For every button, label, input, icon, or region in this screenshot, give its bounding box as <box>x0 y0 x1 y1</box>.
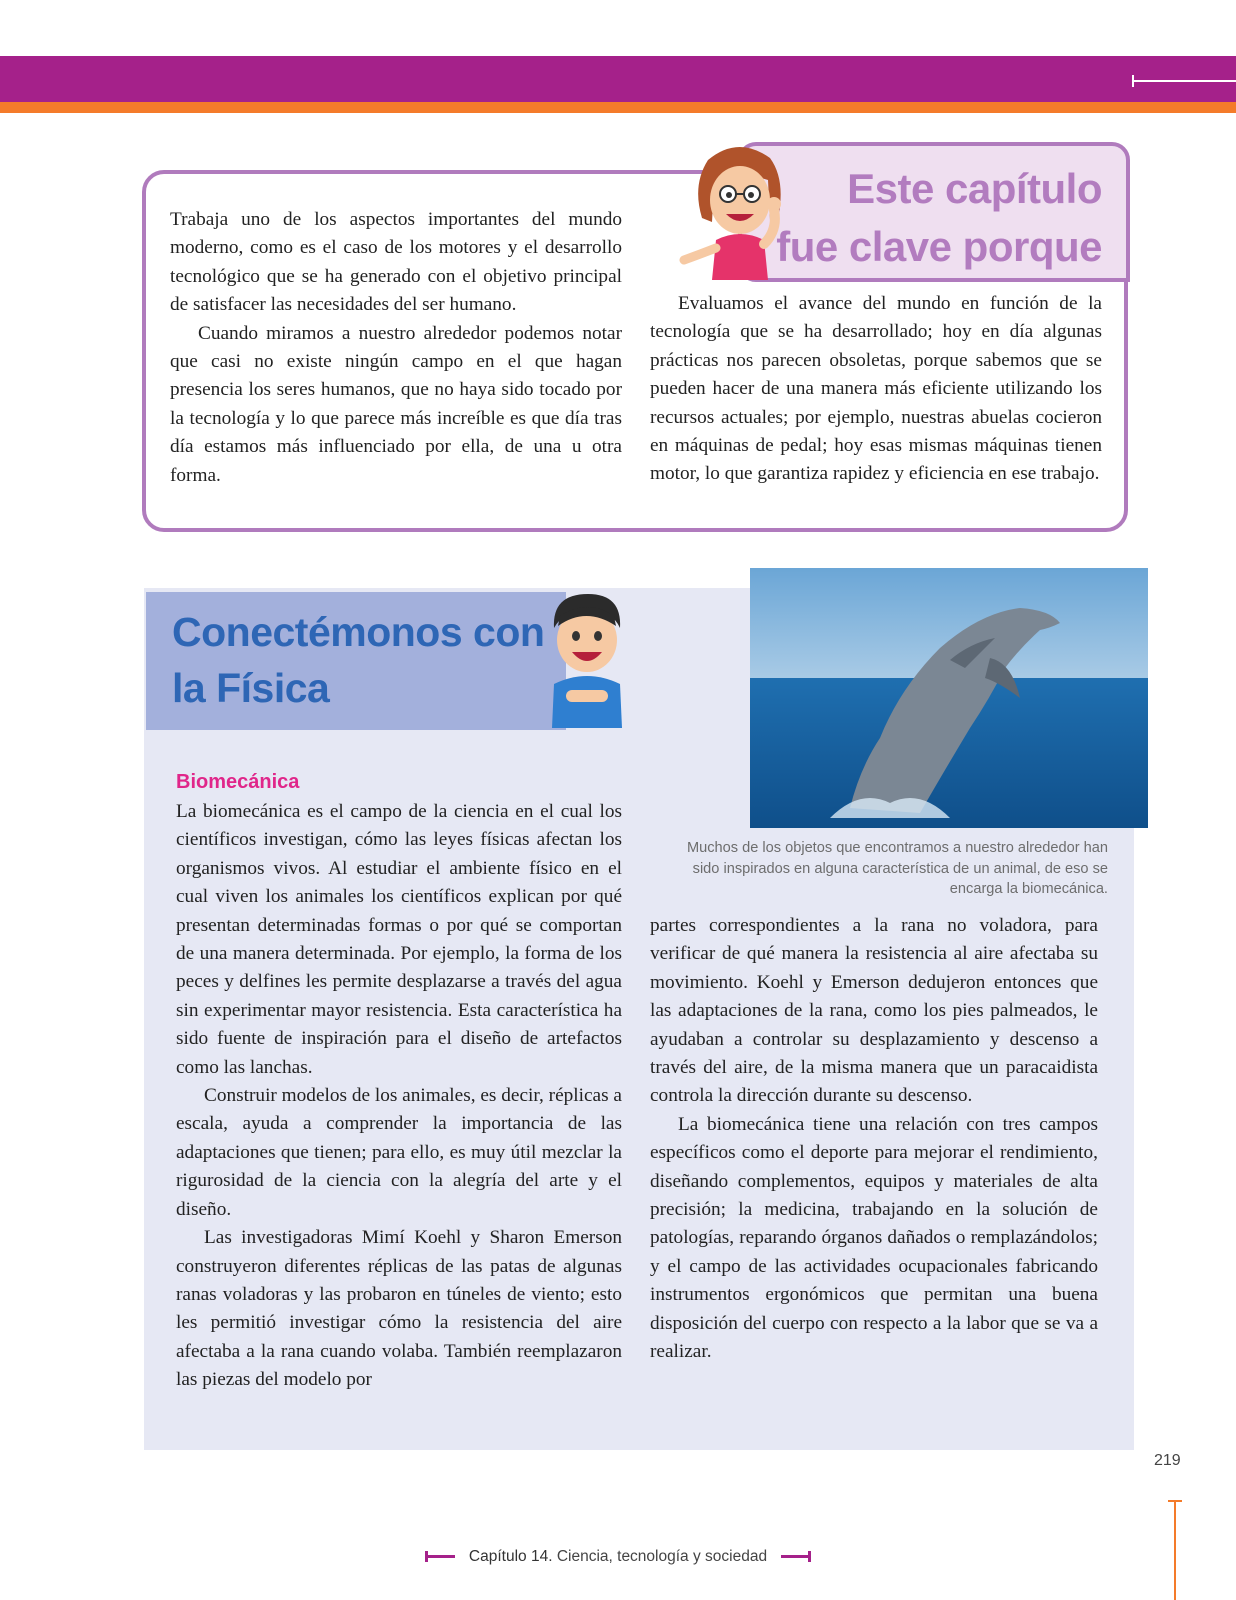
biomechanics-left-column <box>176 798 622 1395</box>
photo-caption: Muchos de los objetos que encontramos a nuestro alrededor han sido inspirados en alguna característica de un animal, de eso se encarga la biomecánica. <box>686 840 1108 897</box>
paragraph: La biomecánica es el campo de la ciencia en el cual los científicos investigan, cómo las leyes físicas afectan los organismos vivos. Al estudiar el ambiente físico en el cual viven los animales los científicos explican por qué presentan determinadas formas o por qué se comportan de una manera determinada. Por ejemplo, la forma de los peces y delfines les permite desplazarse a través del agua sin experimentar mayor resistencia. Esta característica ha sido fuente de inspiración para el diseño de artefactos como las lanchas. <box>176 801 622 1078</box>
girl-character-illustration <box>678 140 798 285</box>
connect-title-line2: la Física <box>172 665 330 711</box>
paragraph: La biomecánica tiene una relación con tres campos específicos como el deporte para mejorar el rendimiento, diseñando complementos, equipos y materiales de alta precisión; la medicina, trabajando en la solución de patologías, reparando órganos dañados o remplazándolos; y el campo de las actividades ocupacionales fabricando instrumentos ergonómicos que permitan una buena disposición del cuerpo con respecto a la labor que se va a realizar. <box>650 1113 1098 1363</box>
footer-dash-left <box>425 1555 455 1558</box>
paragraph: Construir modelos de los animales, es decir, réplicas a escala, ayuda a comprender la importancia de las adaptaciones que tienen; para ello, es muy útil mezclar la rigurosidad de la ciencia con la alegría del arte y el diseño. <box>176 1085 622 1220</box>
biomechanics-right-column <box>650 912 1098 1367</box>
section-subheading: Biomecánica <box>176 771 300 793</box>
top-rule <box>1132 80 1236 82</box>
footer-chapter-title: Ciencia, tecnología y sociedad <box>556 1548 768 1565</box>
paragraph: partes correspondientes a la rana no voladora, para verificar de qué manera la resistencia al aire afectaba su movimiento. Koehl y Emerson dedujeron entonces que las adaptaciones de la rana, como los pies palmeados, le ayudaban a controlar su desplazamiento y descenso a través del aire, de la misma manera que un paracaidista controla la dirección durante su descenso. <box>650 915 1098 1107</box>
footer-chapter-label: Capítulo 14. <box>468 1548 553 1565</box>
top-band-accent <box>0 102 1236 113</box>
chapter-key-right-column <box>650 290 1102 489</box>
boy-character-illustration <box>542 588 632 733</box>
paragraph: Trabaja uno de los aspectos importantes del mundo moderno, como es el caso de los motores y el desarrollo tecnológico que se ha generado con el objetivo principal de satisfacer las necesidades del ser humano. <box>170 209 622 316</box>
chapter-key-title <box>762 160 1102 276</box>
connect-title-line1: Conectémonos con <box>172 609 545 655</box>
footer-dash-right <box>781 1555 811 1558</box>
page-footer <box>0 1548 1236 1566</box>
top-band <box>0 56 1236 102</box>
chapter-key-title-line1: Este capítulo <box>847 165 1102 212</box>
chapter-key-title-line2: fue clave porque <box>776 223 1102 270</box>
paragraph: Cuando miramos a nuestro alrededor podemos notar que casi no existe ningún campo en el que hagan presencia los seres humanos, que no haya sido tocado por la tecnología y lo que parece más increíble es que día tras día estamos más influenciado por ella, de una u otra forma. <box>170 322 622 486</box>
dolphin-photo <box>750 568 1148 828</box>
paragraph: Las investigadoras Mimí Koehl y Sharon Emerson construyeron diferentes réplicas de las patas de algunas ranas voladoras y las probaron en túneles de viento; esto les permitió investigar cómo la resistencia del aire afectaba a la rana cuando volaba. También reemplazaron las piezas del modelo por <box>176 1227 622 1391</box>
page-number: 219 <box>1154 1452 1181 1469</box>
connect-section-title <box>172 604 552 716</box>
chapter-key-left-column <box>170 206 622 490</box>
paragraph: Evaluamos el avance del mundo en función de la tecnología que se ha desarrollado; hoy en día algunas prácticas nos parecen obsoletas, porque sabemos que se pueden hacer de una manera más eficiente utilizando los recursos actuales; por ejemplo, nuestras abuelas cocieron en máquinas de pedal; hoy esas mismas máquinas tienen motor, lo que garantiza rapidez y eficiencia en ese trabajo. <box>650 293 1102 485</box>
